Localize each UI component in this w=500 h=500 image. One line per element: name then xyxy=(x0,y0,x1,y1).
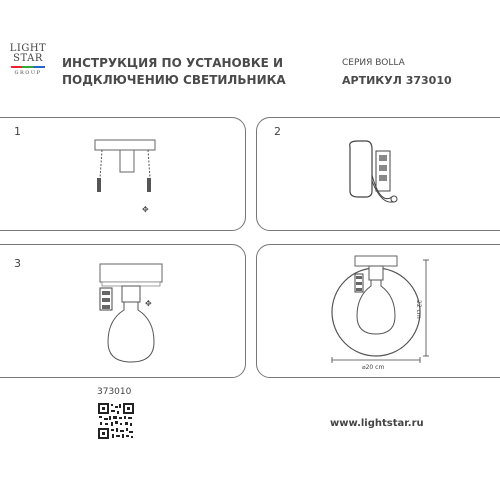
svg-text:✥: ✥ xyxy=(145,299,152,308)
step-number-1: 1 xyxy=(14,125,21,138)
dimensions-illustration xyxy=(325,252,445,372)
series-name: СЕРИЯ BOLLA xyxy=(342,58,405,68)
logo-line2: STAR xyxy=(13,53,43,64)
step-number-3: 3 xyxy=(14,257,21,270)
title-line-2: ПОДКЛЮЧЕНИЮ СВЕТИЛЬНИКА xyxy=(62,73,286,87)
diameter-dimension-label: ⌀20 cm xyxy=(362,364,385,371)
document-title xyxy=(62,55,286,89)
brand-logo xyxy=(8,44,48,76)
mounting-bracket-illustration xyxy=(80,130,170,220)
title-line-1: ИНСТРУКЦИЯ ПО УСТАНОВКЕ И xyxy=(62,56,284,70)
product-code: 373010 xyxy=(97,387,132,397)
logo-line3: GROUP xyxy=(14,70,42,76)
logo-color-bar xyxy=(11,66,45,68)
product-info xyxy=(342,55,452,89)
step-number-2: 2 xyxy=(274,125,281,138)
article-number: АРТИКУЛ 373010 xyxy=(342,74,452,87)
website-link[interactable]: www.lightstar.ru xyxy=(330,418,424,429)
wiring-connection-illustration xyxy=(340,135,410,215)
height-dimension-label: 22 cm xyxy=(415,300,422,319)
logo-line1: LIGHT xyxy=(9,43,47,54)
bulb-installation-illustration xyxy=(90,258,170,372)
svg-text:✥: ✥ xyxy=(142,205,149,214)
qr-code-icon xyxy=(97,402,135,440)
